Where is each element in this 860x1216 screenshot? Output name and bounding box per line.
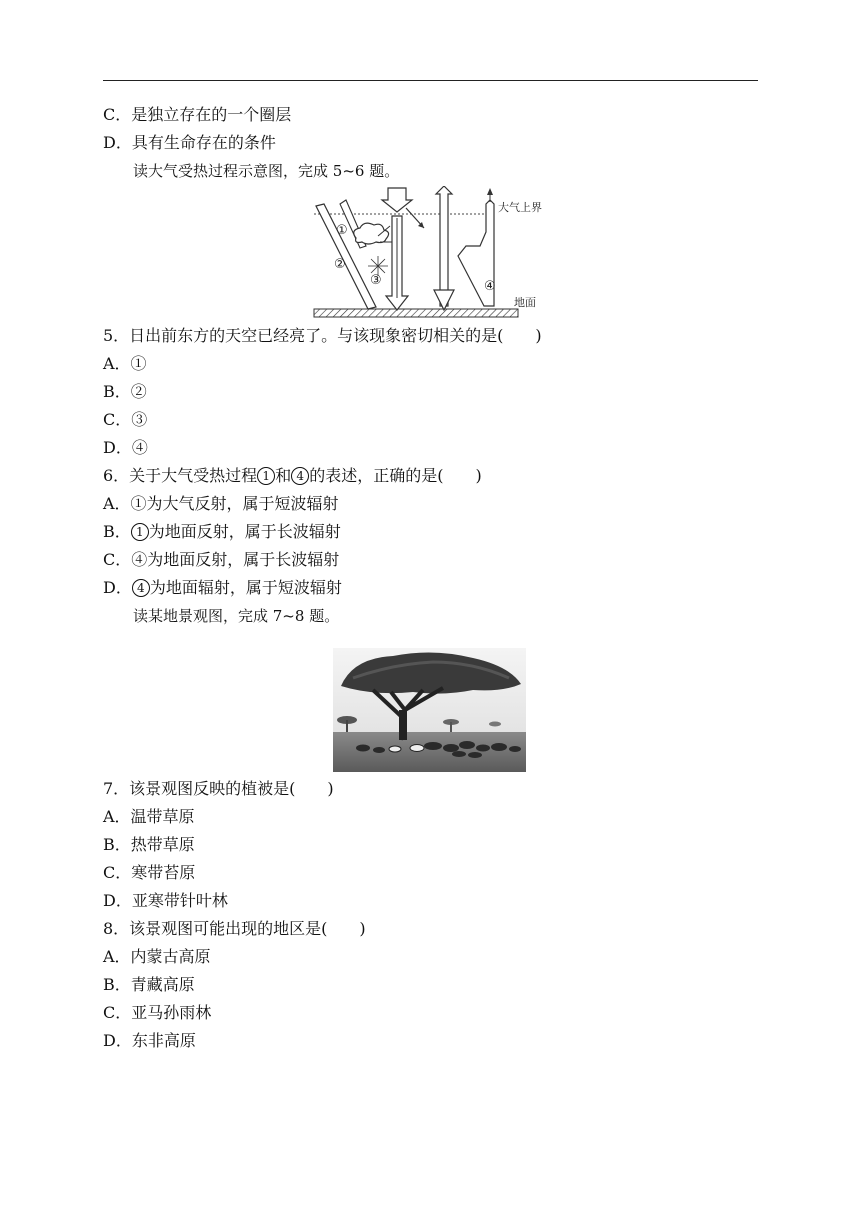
q6-option-d: D． 4 为地面辐射，属于短波辐射	[103, 578, 342, 597]
intro-q5-6: 读大气受热过程示意图，完成 5~6 题。	[133, 162, 400, 180]
circled-marker-4: 4	[291, 467, 309, 485]
cloud	[354, 223, 389, 244]
q7-option-c: C．寒带苔原	[103, 863, 196, 882]
q5-option-d: D．④	[103, 438, 148, 457]
q4-option-c: C．是独立存在的一个圈层	[103, 105, 292, 124]
arrow-2-diagonal	[316, 204, 376, 309]
q5-stem: 5．日出前东方的天空已经亮了。与该现象密切相关的是( )	[103, 326, 542, 345]
marker-2: ②	[334, 257, 346, 272]
intro-q7-8: 读某地景观图，完成 7~8 题。	[133, 607, 340, 625]
q6-option-b-text: 为地面反射，属于长波辐射	[148, 522, 341, 541]
q8-option-b: B．青藏高原	[103, 975, 195, 994]
q6-stem-part-b: 和	[275, 466, 292, 485]
marker-1: ①	[336, 223, 348, 238]
q4-option-d: D．具有生命存在的条件	[103, 133, 276, 152]
q8-stem: 8．该景观图可能出现的地区是( )	[103, 919, 366, 938]
header-rule	[103, 80, 758, 81]
q7-option-a: A．温带草原	[103, 807, 195, 826]
q6-stem-part-a: 6．关于大气受热过程	[103, 466, 258, 485]
q5-option-b: B．②	[103, 382, 147, 401]
circled-marker-1b: 1	[131, 523, 149, 541]
q5-option-c: C．③	[103, 410, 148, 429]
circled-marker-4d: 4	[132, 579, 150, 597]
q6-stem-part-c: 的表述，正确的是( )	[309, 466, 482, 485]
ground-strip	[314, 309, 518, 317]
q6-option-b: B． 1 为地面反射，属于长波辐射	[103, 522, 341, 541]
marker-3: ③	[370, 273, 382, 288]
q5-option-a: A．①	[103, 354, 147, 373]
q6-option-d-text: 为地面辐射，属于短波辐射	[149, 578, 342, 597]
label-atmosphere-top: 大气上界	[498, 201, 542, 214]
arrow-ground-up	[436, 186, 452, 306]
circled-marker-1: 1	[257, 467, 275, 485]
q6-option-a: A．①为大气反射，属于短波辐射	[103, 494, 339, 513]
q6-option-c: C．④为地面反射，属于长波辐射	[103, 550, 340, 569]
q8-option-c: C．亚马孙雨林	[103, 1003, 212, 1022]
atmosphere-heating-diagram	[308, 186, 568, 320]
q7-option-d: D．亚寒带针叶林	[103, 891, 228, 910]
savanna-landscape-photo	[333, 648, 526, 772]
q7-stem: 7．该景观图反映的植被是( )	[103, 779, 334, 798]
label-ground: 地面	[514, 296, 536, 309]
marker-4: ④	[484, 279, 496, 294]
q7-option-b: B．热带草原	[103, 835, 195, 854]
q8-option-d: D．东非高原	[103, 1031, 196, 1050]
q8-option-a: A．内蒙古高原	[103, 947, 211, 966]
arrow-incoming-top	[382, 188, 412, 212]
arrow-atmos-down	[434, 290, 454, 310]
q6-stem	[103, 465, 482, 487]
